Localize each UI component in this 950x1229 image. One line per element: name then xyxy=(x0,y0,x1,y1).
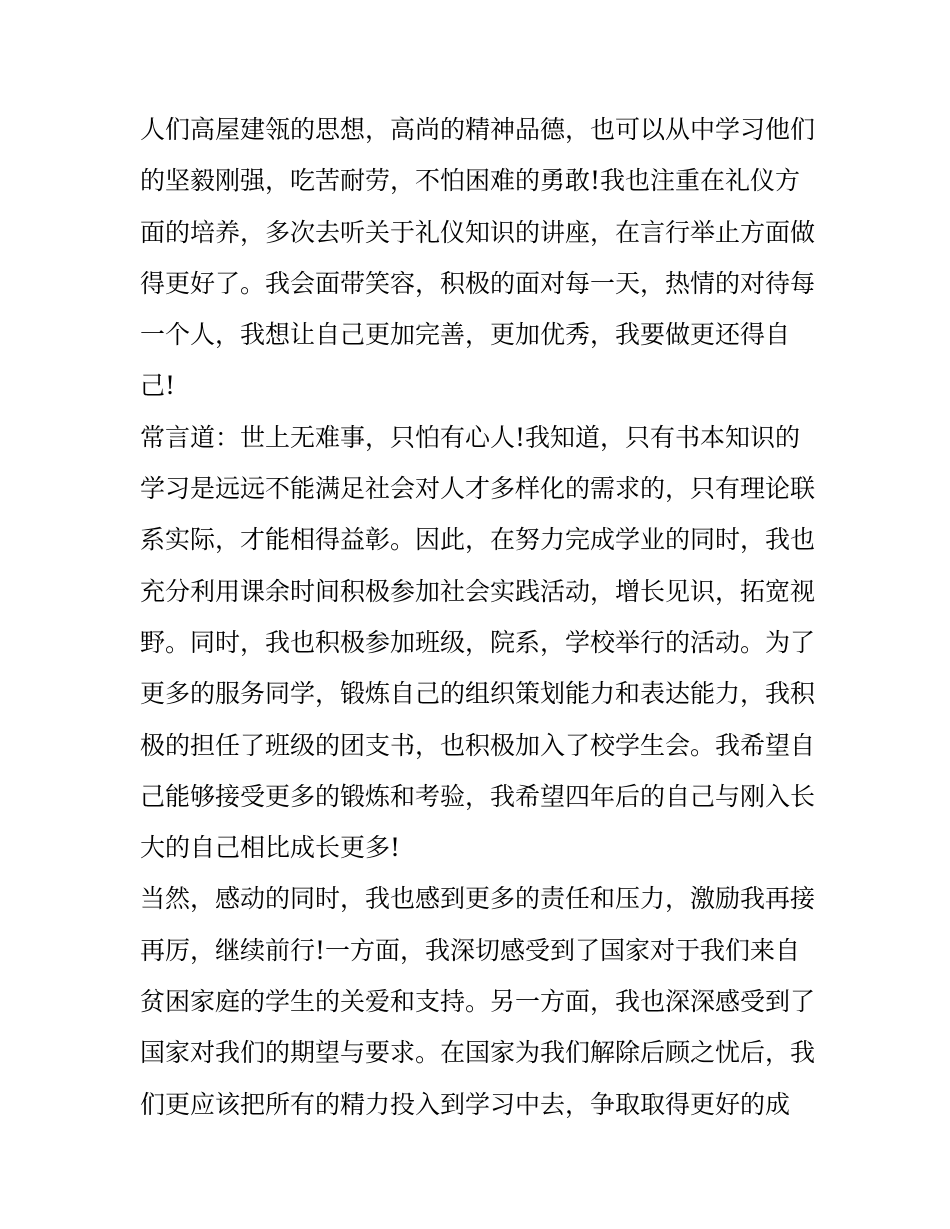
text-line: 再厉，继续前行!一方面，我深切感受到了国家对于我们来自 xyxy=(140,935,801,965)
text-line: 己! xyxy=(140,371,176,401)
text-line: 得更好了。我会面带笑容，积极的面对每一天，热情的对待每 xyxy=(140,268,816,298)
text-line: 一个人，我想让自己更加完善，更加优秀，我要做更还得自 xyxy=(140,320,791,350)
text-line: 常言道：世上无难事，只怕有心人!我知道，只有书本知识的 xyxy=(140,422,801,452)
text-line: 野。同时，我也积极参加班级，院系，学校举行的活动。为了 xyxy=(140,627,816,657)
text-line: 充分利用课余时间积极参加社会实践活动，增长见识，拓宽视 xyxy=(140,576,816,606)
text-line: 系实际，才能相得益彰。因此，在努力完成学业的同时，我也 xyxy=(140,525,816,555)
text-line: 己能够接受更多的锻炼和考验，我希望四年后的自己与刚入长 xyxy=(140,781,816,811)
text-line: 学习是远远不能满足社会对人才多样化的需求的，只有理论联 xyxy=(140,474,816,504)
text-line: 的坚毅刚强，吃苦耐劳，不怕困难的勇敢!我也注重在礼仪方 xyxy=(140,166,801,196)
text-line: 国家对我们的期望与要求。在国家为我们解除后顾之忧后，我 xyxy=(140,1038,816,1068)
text-line: 大的自己相比成长更多! xyxy=(140,833,401,863)
text-line: 极的担任了班级的团支书，也积极加入了校学生会。我希望自 xyxy=(140,730,816,760)
text-line: 更多的服务同学，锻炼自己的组织策划能力和表达能力，我积 xyxy=(140,679,816,709)
document-body xyxy=(140,104,820,1130)
text-line: 人们高屋建瓴的思想，高尚的精神品德，也可以从中学习他们 xyxy=(140,115,816,144)
text-line: 面的培养，多次去听关于礼仪知识的讲座，在言行举止方面做 xyxy=(140,217,816,247)
text-line: 们更应该把所有的精力投入到学习中去，争取取得更好的成 xyxy=(140,1089,791,1119)
text-line: 贫困家庭的学生的关爱和支持。另一方面，我也深深感受到了 xyxy=(140,987,816,1017)
text-line: 当然，感动的同时，我也感到更多的责任和压力，激励我再接 xyxy=(140,884,816,914)
